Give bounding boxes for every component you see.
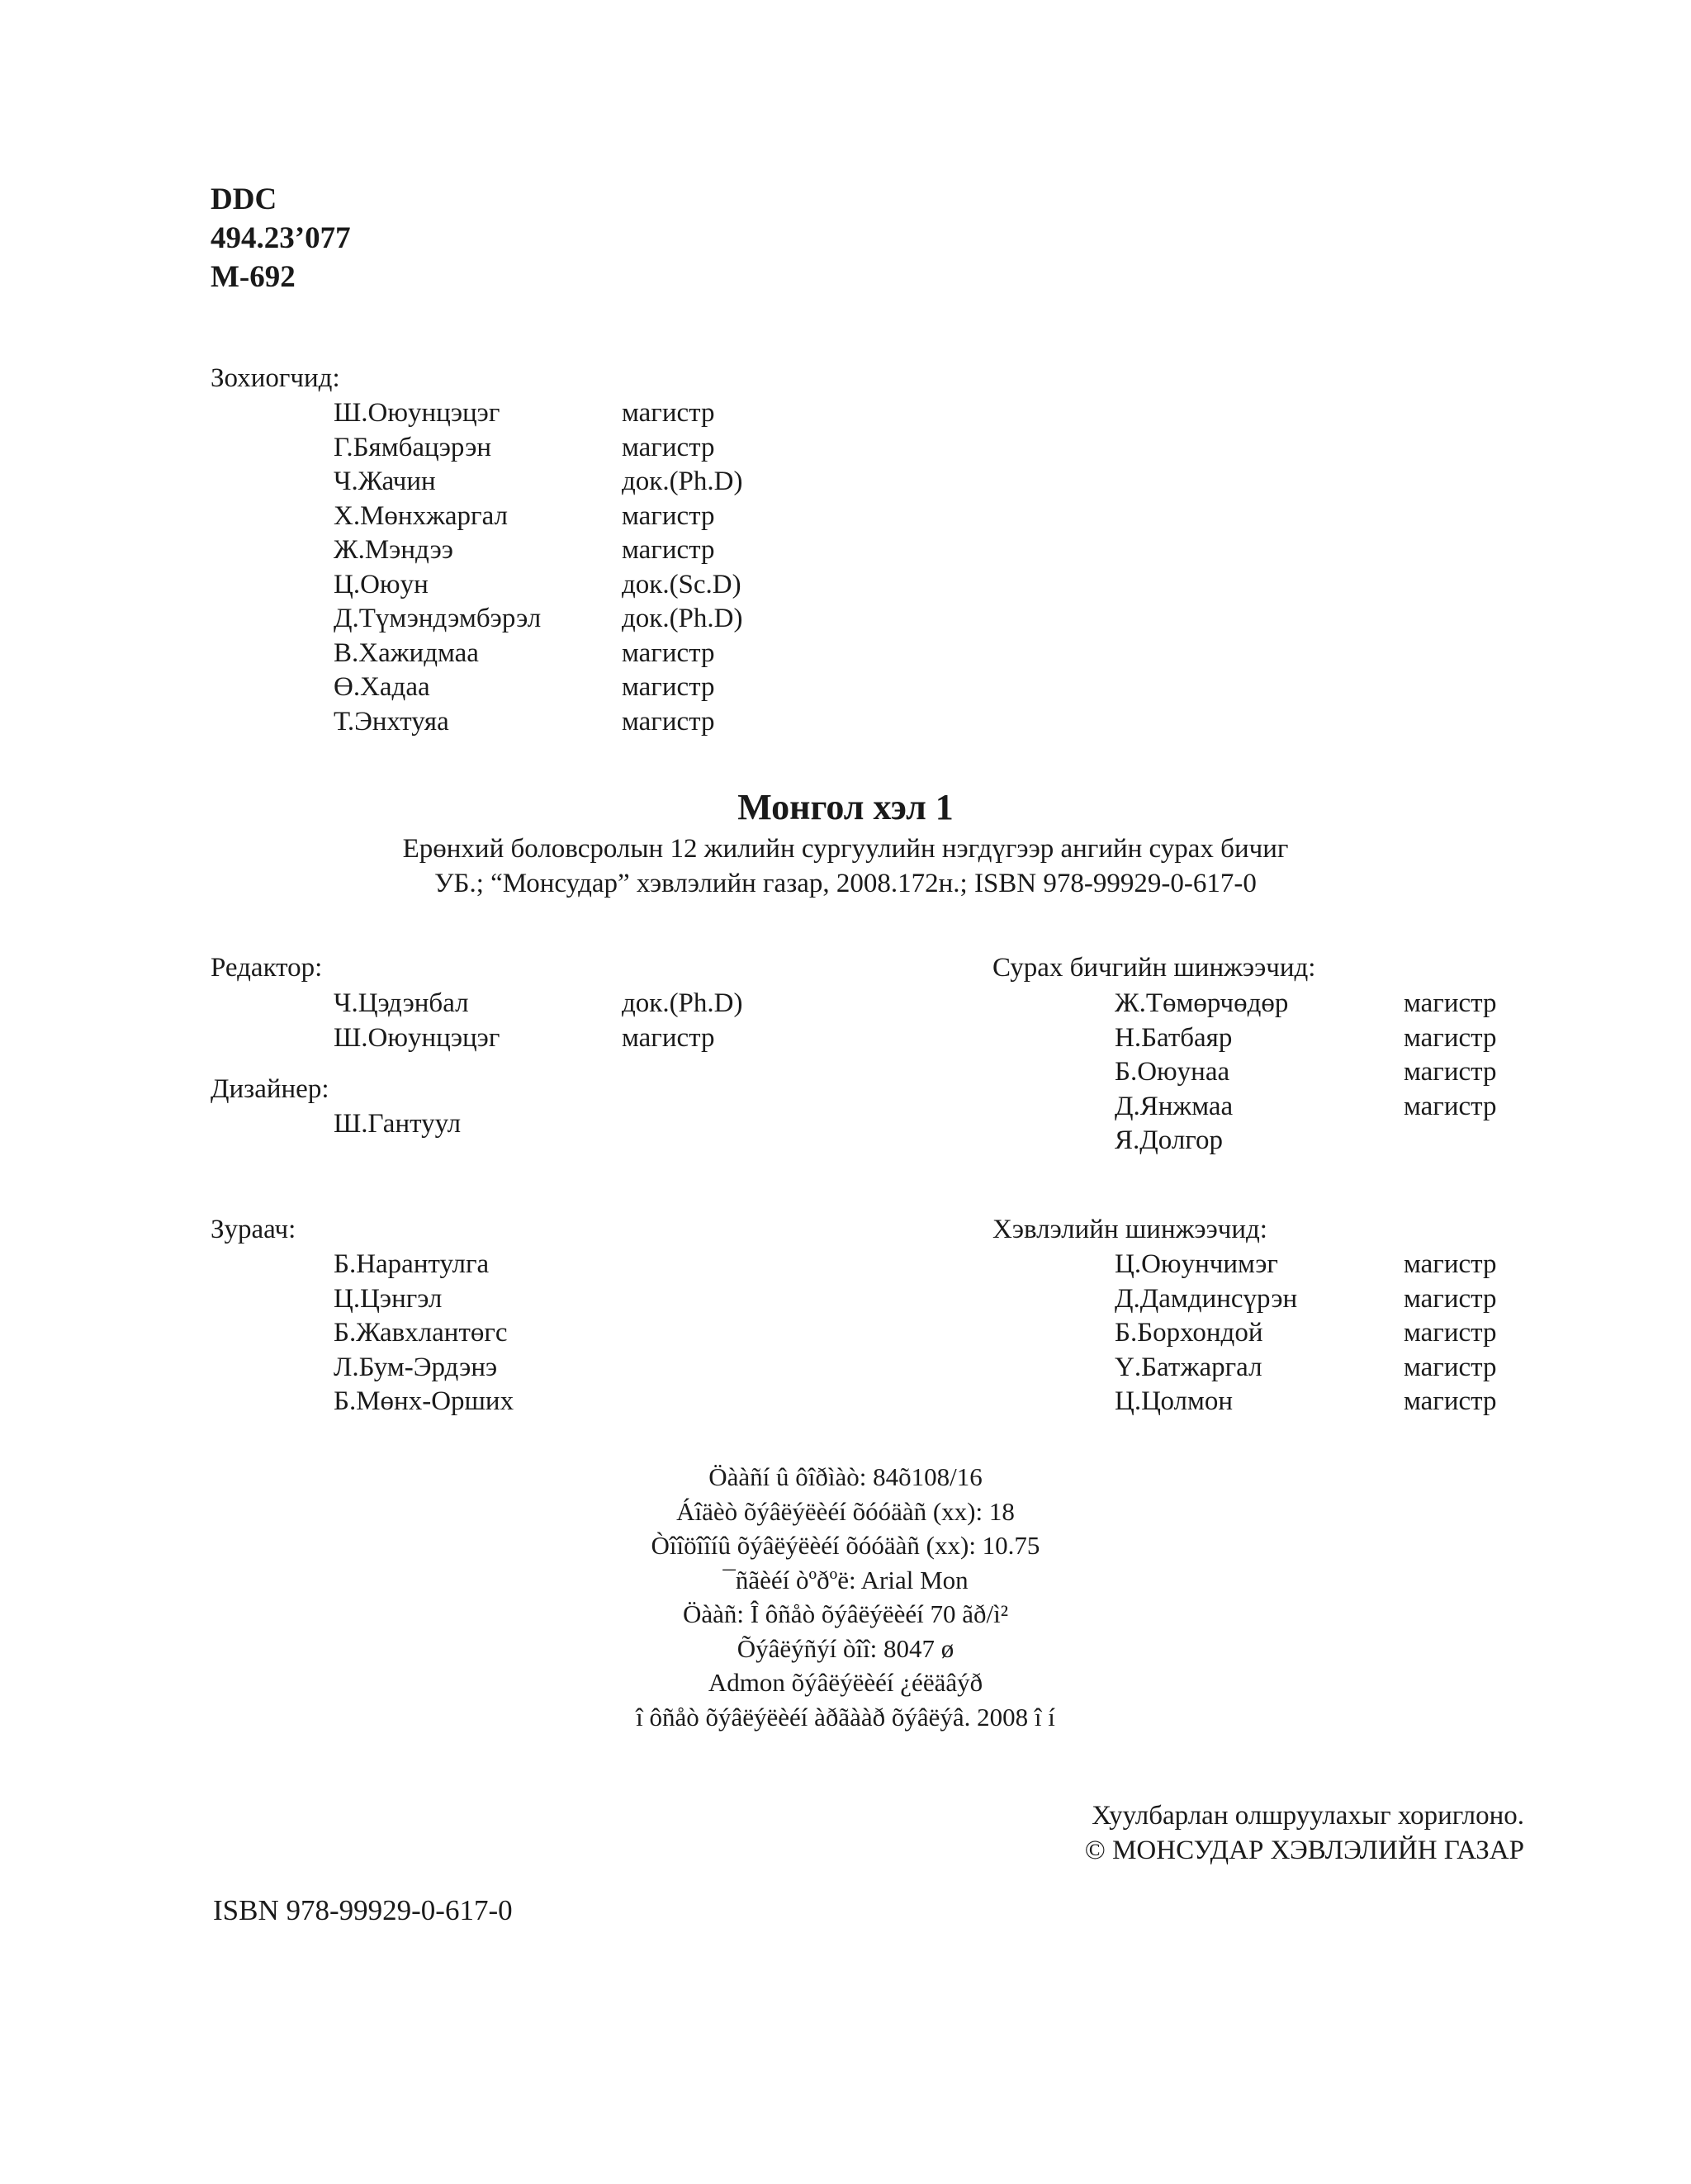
technical-line: Öààñí û ôîðìàò: 84õ108/16 bbox=[708, 1462, 983, 1491]
author-degree: магистр bbox=[622, 500, 715, 531]
reviewer-degree: магистр bbox=[1404, 1352, 1497, 1382]
reviewer-name: Б.Оюунаа bbox=[1115, 1057, 1230, 1087]
author-degree: док.(Sc.D) bbox=[622, 569, 741, 599]
author-degree: магистр bbox=[622, 535, 715, 565]
author-degree: магистр bbox=[622, 398, 715, 428]
reviewer-degree: магистр bbox=[1404, 1022, 1497, 1053]
reviewer-degree: магистр bbox=[1404, 1283, 1497, 1314]
author-name: Г.Бямбацэрэн bbox=[334, 432, 492, 462]
reviewer-name: Б.Борхондой bbox=[1115, 1318, 1263, 1348]
author-name: Ш.Оюунцэцэг bbox=[334, 398, 500, 428]
author-name: Ж.Мэндээ bbox=[334, 535, 453, 565]
reviewer-name: Ү.Батжаргал bbox=[1115, 1352, 1262, 1382]
publishing-reviewers-label: Хэвлэлийн шинжээчид: bbox=[992, 1215, 1267, 1244]
reviewer-degree: магистр bbox=[1404, 1249, 1497, 1279]
author-name: Т.Энхтуяа bbox=[334, 706, 449, 737]
book-subtitle: Ерөнхий боловсролын 12 жилийн сургуулийн нэгдүгээр ангийн сурах бичиг bbox=[402, 834, 1289, 864]
author-degree: магистр bbox=[622, 637, 715, 668]
technical-line: Õýâëýñýí òîî: 8047 ø bbox=[737, 1633, 954, 1663]
illustrator-name: Л.Бум-Эрдэнэ bbox=[334, 1352, 498, 1382]
copyright-line: © МОНСУДАР ХЭВЛЭЛИЙН ГАЗАР bbox=[1084, 1836, 1524, 1865]
reviewer-name: Н.Батбаяр bbox=[1115, 1022, 1233, 1053]
editor-degree: магистр bbox=[622, 1022, 715, 1053]
author-degree: магистр bbox=[622, 432, 715, 462]
editor-name: Ч.Цэдэнбал bbox=[334, 988, 469, 1018]
editor-name: Ш.Оюунцэцэг bbox=[334, 1022, 500, 1053]
editor-degree: док.(Ph.D) bbox=[622, 988, 743, 1018]
reviewer-name: Д.Янжмаа bbox=[1115, 1091, 1234, 1121]
author-name: Д.Түмэндэмбэрэл bbox=[334, 604, 542, 633]
copyright-notice bbox=[1085, 1798, 1524, 1868]
reviewer-degree: магистр bbox=[1404, 1318, 1497, 1348]
reviewer-name: Д.Дамдинсүрэн bbox=[1115, 1283, 1298, 1314]
author-name: В.Хажидмаа bbox=[334, 637, 479, 668]
author-degree: док.(Ph.D) bbox=[622, 604, 743, 633]
designer-label: Дизайнер: bbox=[211, 1074, 329, 1104]
book-imprint: УБ.; “Монсудар” хэвлэлийн газар, 2008.172н.; ISBN 978-99929-0-617-0 bbox=[434, 869, 1257, 898]
illustrator-name: Б.Жавхлантөгс bbox=[334, 1318, 508, 1348]
technical-line: Áîäèò õýâëýëèéí õóóäàñ (xx): 18 bbox=[676, 1496, 1015, 1526]
reviewer-name: Я.Долгор bbox=[1115, 1125, 1224, 1155]
author-name: Ч.Жачин bbox=[334, 467, 436, 496]
reviewer-degree: магистр bbox=[1404, 988, 1497, 1018]
book-title: Монгол хэл 1 bbox=[737, 787, 954, 827]
reviewer-name: Ж.Төмөрчөдөр bbox=[1115, 988, 1289, 1018]
ddc-block bbox=[211, 180, 351, 296]
technical-line: Admon õýâëýëèéí ¿éëäâýð bbox=[708, 1668, 983, 1697]
ddc-line: 494.23’077 bbox=[211, 221, 351, 255]
reproduction-notice: Хуулбарлан олшруулахыг хориглоно. bbox=[1092, 1801, 1524, 1831]
isbn: ISBN 978-99929-0-617-0 bbox=[213, 1894, 513, 1926]
designer-name: Ш.Гантуул bbox=[334, 1109, 462, 1139]
illustrators-label: Зураач: bbox=[211, 1215, 296, 1244]
technical-info bbox=[0, 1460, 1691, 1734]
ddc-line: М-692 bbox=[211, 260, 296, 294]
technical-line: Öààñ: Î ôñåò õýâëýëèéí 70 ãð/ì² bbox=[682, 1599, 1009, 1628]
technical-line: î ôñåò õýâëýëèéí àðãààð õýâëýâ. 2008 î í bbox=[636, 1702, 1055, 1732]
illustrator-name: Ц.Цэнгэл bbox=[334, 1283, 443, 1314]
author-degree: док.(Ph.D) bbox=[622, 467, 743, 496]
author-name: Х.Мөнхжаргал bbox=[334, 500, 508, 531]
technical-line: Òîîöîîíû õýâëýëèéí õóóäàñ (xx): 10.75 bbox=[651, 1531, 1040, 1560]
textbook-reviewers-label: Сурах бичгийн шинжээчид: bbox=[992, 953, 1316, 983]
reviewer-degree: магистр bbox=[1404, 1091, 1497, 1121]
illustrator-name: Б.Нарантулга bbox=[334, 1249, 490, 1279]
reviewer-name: Ц.Цолмон bbox=[1115, 1386, 1234, 1416]
author-name: Ө.Хадаа bbox=[334, 672, 430, 702]
reviewer-name: Ц.Оюунчимэг bbox=[1115, 1249, 1278, 1279]
authors-label: Зохиогчид: bbox=[211, 363, 340, 393]
reviewer-degree: магистр bbox=[1404, 1386, 1497, 1416]
author-name: Ц.Оюун bbox=[334, 569, 429, 599]
editors-label: Редактор: bbox=[211, 953, 323, 983]
author-degree: магистр bbox=[622, 672, 715, 702]
author-degree: магистр bbox=[622, 706, 715, 737]
reviewer-degree: магистр bbox=[1404, 1057, 1497, 1087]
technical-line: ¯ñãèéí òºðºë: Arial Mon bbox=[722, 1565, 969, 1594]
ddc-line: DDC bbox=[211, 182, 277, 216]
illustrator-name: Б.Мөнх-Орших bbox=[334, 1386, 514, 1416]
